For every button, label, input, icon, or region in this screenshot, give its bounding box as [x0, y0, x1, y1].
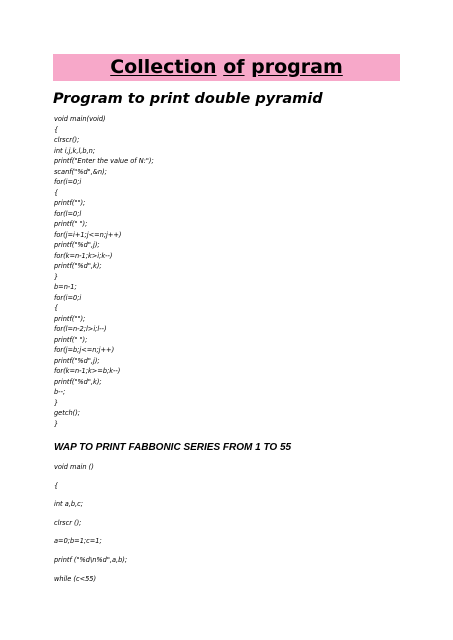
code-line: printf("");	[54, 199, 86, 207]
code-line: for(k=n-1;k>i;k--)	[54, 251, 113, 260]
code-line: for(l=n-2;l>i;l--)	[54, 325, 107, 333]
section-heading-double-pyramid: Program to print double pyramid	[53, 91, 323, 107]
code-line: {	[54, 125, 59, 134]
code-line: for(i=0;i	[54, 178, 82, 186]
code-line: clrscr ();	[54, 518, 82, 527]
code-line: int i,j,k,l,b,n;	[54, 146, 96, 155]
code-line: clrscr();	[54, 136, 80, 144]
code-line: {	[54, 481, 59, 490]
code-line: printf ("%d\n%d",a,b);	[54, 555, 128, 564]
code-line: while (c<55)	[54, 574, 97, 583]
title-word-of: of	[223, 56, 245, 78]
title-word-program: program	[251, 56, 343, 78]
code-line: printf(" ");	[54, 220, 88, 228]
code-line: for(l=0;l	[54, 209, 82, 218]
code-line: printf("");	[54, 314, 86, 323]
code-line: for(j=b;j<=n;j++)	[54, 346, 115, 354]
code-line: }	[54, 272, 59, 281]
code-line: }	[54, 398, 59, 407]
title-banner	[53, 54, 400, 81]
code-line: b=n-1;	[54, 283, 77, 291]
code-line: }	[54, 419, 59, 428]
code-line: printf("%d",k);	[54, 262, 102, 270]
code-line: printf(" ");	[54, 335, 88, 344]
code-line: printf("Enter the value of N:");	[54, 157, 154, 165]
section-heading-fibonacci: WAP TO PRINT FABBONIC SERIES FROM 1 TO 55	[54, 442, 292, 453]
code-line: scanf("%d",&n);	[54, 167, 107, 176]
code-line: {	[54, 304, 59, 312]
code-line: printf("%d",j);	[54, 356, 100, 365]
code-line: void main(void)	[54, 115, 106, 123]
document-title	[110, 54, 343, 81]
code-line: int a,b,c;	[54, 500, 83, 509]
code-line: void main ()	[54, 463, 94, 471]
title-word-collection: Collection	[110, 56, 217, 78]
code-line: for(i=0;i	[54, 293, 82, 302]
code-block-double-pyramid	[54, 114, 154, 429]
code-line: getch();	[54, 409, 80, 417]
code-line: printf("%d",k);	[54, 377, 102, 386]
code-line: for(j=i+1;j<=n;j++)	[54, 230, 122, 239]
code-line: printf("%d",j);	[54, 241, 100, 249]
code-line: for(k=n-1;k>=b;k--)	[54, 367, 121, 375]
code-block-fibonacci	[54, 462, 127, 592]
code-line: b--;	[54, 388, 66, 396]
code-line: a=0;b=1;c=1;	[54, 537, 102, 546]
code-line: {	[54, 188, 59, 197]
